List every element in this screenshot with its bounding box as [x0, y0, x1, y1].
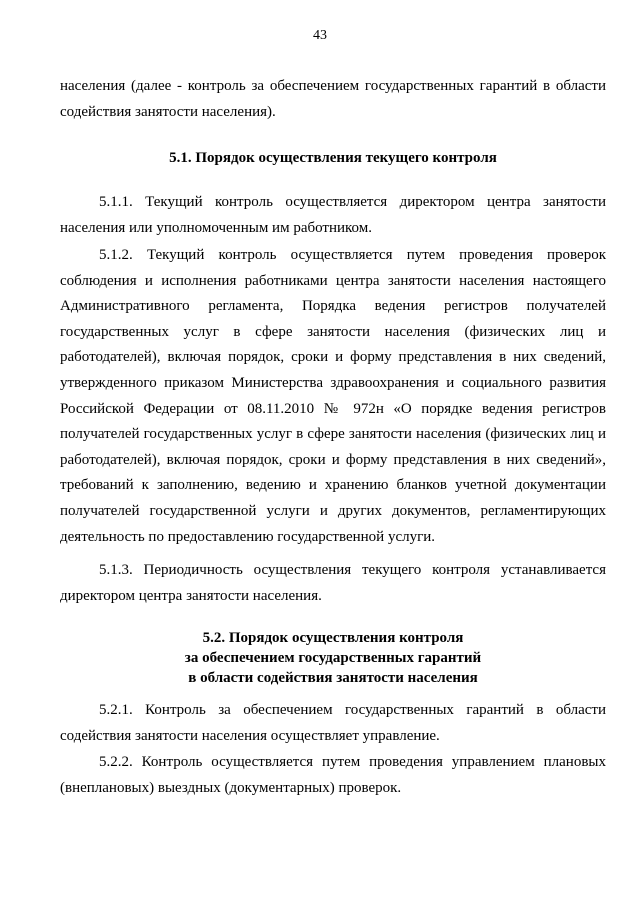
- page-number: 43: [313, 28, 327, 43]
- heading-5-2-line-1: 5.2. Порядок осуществления контроля: [202, 630, 464, 646]
- heading-5-2-line-2: за обеспечением государственных гарантий: [184, 650, 482, 666]
- paragraph-5-1-1: 5.1.1. Текущий контроль осуществляется директором центра занятости населения или уполномоченным им работником.: [60, 194, 606, 236]
- heading-5-2: [60, 628, 606, 688]
- heading-5-1: 5.1. Порядок осуществления текущего контроля: [169, 150, 497, 166]
- paragraph-intro: населения (далее - контроль за обеспечением государственных гарантий в области содействия занятости населения).: [60, 78, 606, 120]
- paragraph-5-2-1: 5.2.1. Контроль за обеспечением государственных гарантий в области содействия занятости населения осуществляет управление.: [60, 702, 606, 744]
- paragraph-5-1-2: 5.1.2. Текущий контроль осуществляется путем проведения проверок соблюдения и исполнения работниками центра занятости населения настоящего Административного регламента, Порядка ведения регистров получателей государственных услуг в сфере занятости населения (физических лиц и работодателей), включая порядок, сроки и форму представления в них сведений, утвержденного приказом Министерства здравоохранения и социального развития Российской Федерации от 08.11.2010 № 972н «О порядке ведения регистров получателей государственных услуг в сфере занятости населения (физических лиц и работодателей), включая порядок, сроки и форму представления в них сведений», требований к заполнению, ведению и хранению бланков учетной документации получателей государственной услуги и других документов, регламентирующих деятельность по предоставлению государственной услуги.: [60, 247, 606, 545]
- heading-5-2-line-3: в области содействия занятости населения: [188, 670, 478, 686]
- paragraph-5-1-3: 5.1.3. Периодичность осуществления текущего контроля устанавливается директором центра занятости населения.: [60, 562, 606, 604]
- paragraph-5-2-2: 5.2.2. Контроль осуществляется путем проведения управлением плановых (внеплановых) выездных (документарных) проверок.: [60, 754, 606, 796]
